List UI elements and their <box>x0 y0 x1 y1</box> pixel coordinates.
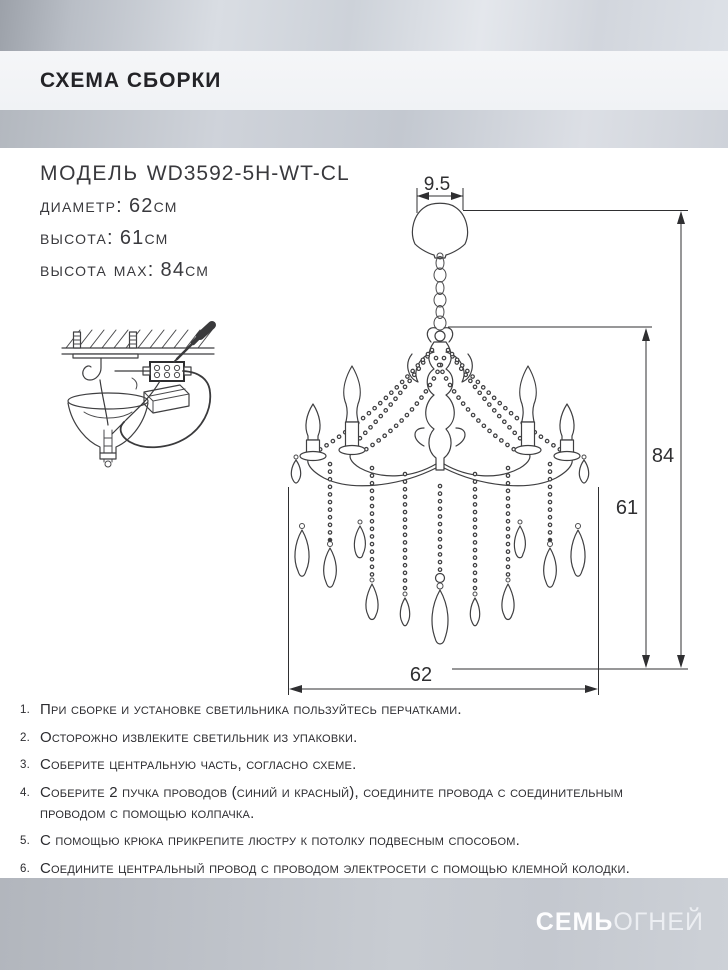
spec-label: высота: <box>40 227 114 249</box>
instruction-item <box>20 831 722 852</box>
instruction-number: 3. <box>20 759 30 772</box>
model-value: WD3592-5H-WT-CL <box>146 162 350 185</box>
dimension-label-canopy-width: 9.5 <box>423 174 451 195</box>
instruction-number: 4. <box>20 787 30 800</box>
center-column <box>408 328 473 470</box>
instruction-item <box>20 755 722 776</box>
dimension-label-diameter: 62 <box>409 664 433 686</box>
instruction-line: Соберите 2 пучка проводов (синий и красный), соедините провода с соединительным <box>40 784 624 802</box>
instruction-item <box>20 859 722 880</box>
arrow-curve <box>132 378 137 389</box>
instruction-line: При сборке и установке светильника пользуйтесь перчатками. <box>40 701 462 718</box>
instructions-list <box>20 700 722 887</box>
instruction-text <box>40 831 520 852</box>
dimension-label-height: 61 <box>615 497 639 519</box>
brand-logo <box>536 908 704 937</box>
screw <box>74 332 81 348</box>
instruction-line: Соберите центральную часть, согласно схеме. <box>40 756 357 774</box>
mounting-diagram <box>62 325 214 467</box>
dimension-height-max <box>652 211 685 668</box>
dimension-diameter <box>289 664 598 693</box>
center-drop <box>432 590 448 644</box>
screw <box>130 332 137 348</box>
chain <box>434 253 446 330</box>
footer-banner <box>0 878 728 970</box>
instruction-number: 1. <box>20 704 30 716</box>
screwdriver-icon <box>174 325 212 362</box>
spec-label: диаметр: <box>40 195 123 217</box>
instruction-line: Осторожно извлеките светильник из упаковки. <box>40 728 358 746</box>
mounting-plate <box>73 354 138 358</box>
instruction-item <box>20 783 722 824</box>
instruction-number: 2. <box>20 731 30 744</box>
model-label: МОДЕЛЬ <box>40 162 139 185</box>
canopy-cup <box>68 393 148 467</box>
instruction-item <box>20 700 722 721</box>
spec-value: 62см <box>128 195 178 217</box>
dimension-height <box>616 328 650 668</box>
page-title: СХЕМА СБОРКИ <box>40 68 222 92</box>
ceiling-bar <box>62 348 214 354</box>
brand-bold: СЕМЬ <box>535 908 614 936</box>
wire <box>84 412 132 418</box>
instruction-line: Соедините центральный провод с проводом электросети с помощью клемной колодки. <box>40 860 630 878</box>
instruction-line: проводом с помощью колпачка. <box>40 804 255 822</box>
instruction-text <box>40 728 357 749</box>
brand-light: ОГНЕЙ <box>613 908 704 936</box>
crystal-drops <box>291 455 588 644</box>
instruction-text <box>40 755 356 776</box>
spec-label: высота max: <box>40 259 155 281</box>
terminal-cover <box>144 385 189 413</box>
dimension-label-height-max: 84 <box>651 445 675 467</box>
spec-value: 61см <box>119 227 169 249</box>
spec-value: 84см <box>160 259 210 281</box>
instruction-text <box>40 859 630 880</box>
instruction-number: 6. <box>20 863 30 876</box>
ceiling-hook <box>83 358 101 380</box>
instruction-line: С помощью крюка прикрепите люстру к потолку подвесным способом. <box>40 832 520 850</box>
instruction-item <box>20 728 722 749</box>
instruction-text <box>40 700 462 721</box>
chandelier-drawing <box>291 203 588 644</box>
instruction-number: 5. <box>20 835 30 848</box>
chandelier-canopy <box>412 203 467 258</box>
instruction-text <box>40 783 623 824</box>
